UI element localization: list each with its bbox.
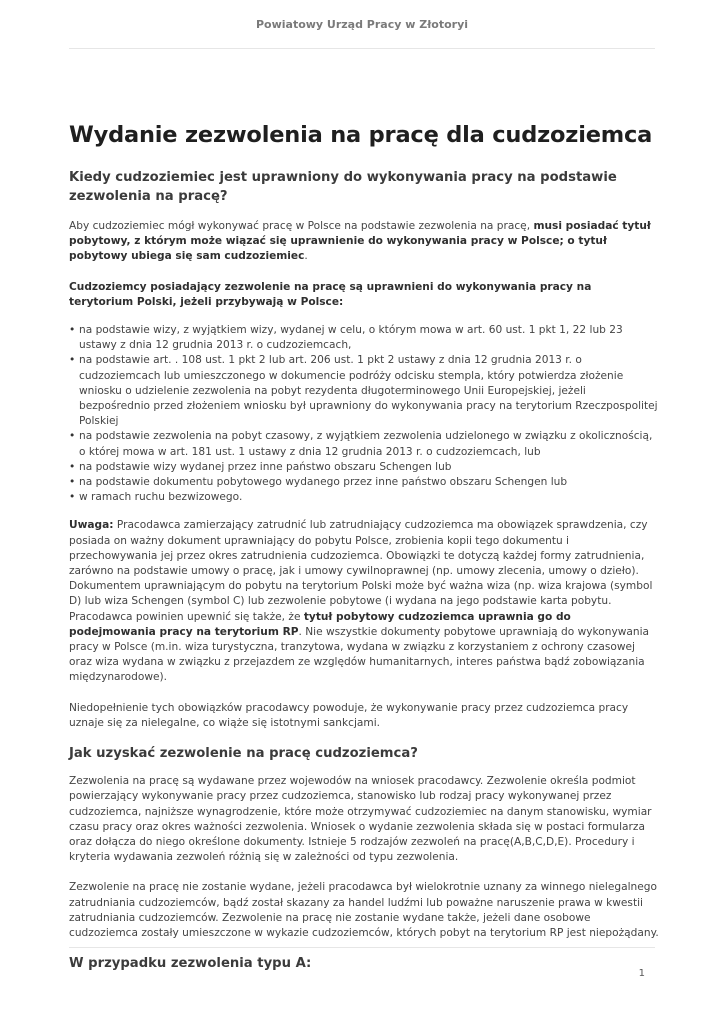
- section-heading-how-to: Jak uzyskać zezwolenie na pracę cudzoziemca?: [69, 746, 418, 762]
- procedure-paragraph: Zezwolenia na pracę są wydawane przez wojewodów na wniosek pracodawcy. Zezwolenie określa podmiot powierzający wykonywanie pracy przez cudzoziemca, stanowisko lub rodzaj pracy wykonywanej przez cudzoziemca, najniższe wynagrodzenie, które może otrzymywać cudzoziemiec na danym stanowisku, wymiar czasu pracy oraz okres ważności zezwolenia. Wniosek o wydanie zezwolenia składa się w postaci formularza oraz dołącza do niego określone dokumenty. Istnieje 5 rodzajów zezwoleń na pracę(A,B,C,D,E). Procedury i kryteria wydawania zezwoleń różnią się w zależności od typu zezwolenia.: [69, 775, 652, 864]
- section-heading-type-a: W przypadku zezwolenia typu A:: [69, 956, 312, 972]
- refusal-paragraph: Zezwolenie na pracę nie zostanie wydane, jeżeli pracodawca był wielokrotnie uznany za winnego nielegalnego zatrudniania cudzoziemców, bądź został skazany za handel ludźmi lub poważne naruszenie prawa w kwestii zatrudniania cudzoziemców. Zezwolenie na pracę nie zostanie wydane także, jeżeli dane osobowe cudzoziemca zostały umieszczone w wykazie cudzoziemców, których pobyt na terytorium RP jest niepożądany.: [69, 881, 659, 939]
- header-title: Powiatowy Urząd Pracy w Złotoryi: [255, 18, 469, 31]
- list-item: • w ramach ruchu bezwizowego.: [69, 490, 659, 505]
- page-header: [69, 16, 655, 49]
- page-title: Wydanie zezwolenia na pracę dla cudzoziemca: [69, 122, 653, 148]
- note-paragraph: Uwaga: Pracodawca zamierzający zatrudnić lub zatrudniający cudzoziemca ma obowiązek sprawdzenia, czy posiada on ważny dokument uprawniający do pobytu Polsce, zrobienia kopii tego dokumentu i przechowywania jej przez okres zatrudnienia cudzoziemca. Obowiązki te dotyczą każdej formy zatrudnienia, zarówno na podstawie umowy o pracę, jak i umowy cywilnoprawnej (np. umowy zlecenia, umowy o dzieło). Dokumentem uprawniającym do pobytu na terytorium Polski może być ważna wiza (np. wiza krajowa (symbol D) lub wiza Schengen (symbol C) lub zezwolenie pobytowe (i wydana na jego podstawie karta pobytu. Pracodawca powinien upewnić się także, że tytuł pobytowy cudzoziemca uprawnia go do podejmowania pracy na terytorium RP. Nie wszystkie dokumenty pobytowe uprawniają do wykonywania pracy w Polsce (m.in. wiza turystyczna, tranzytowa, wydana w związku z korzystaniem z ochrony czasowej oraz wiza wydana w związku z przejazdem ze względów humanitarnych, interes państwa bądź zobowiązania międzynarodowe).: [69, 519, 653, 684]
- list-item: • na podstawie zezwolenia na pobyt czasowy, z wyjątkiem zezwolenia udzielonego w związku z okolicznością, o której mowa w art. 181 ust. 1 ustawy z dnia 12 grudnia 2013 r. o cudzoziemcach, lub: [69, 429, 659, 459]
- page-footer: [69, 947, 655, 988]
- intro-paragraph: Aby cudzoziemiec mógł wykonywać pracę w Polsce na podstawie zezwolenia na pracę, musi posiadać tytuł pobytowy, z którym może wiązać się uprawnienie do wykonywania pracy w Polsce; o tytuł pobytowy ubiega się sam cudzoziemiec.: [69, 220, 651, 263]
- note-emphasis: tytuł pobytowy cudzoziemca uprawnia go do podejmowania pracy na terytorium RP: [69, 610, 571, 638]
- note-label: Uwaga:: [69, 519, 114, 532]
- list-item: • na podstawie wizy wydanej przez inne państwo obszaru Schengen lub: [69, 460, 659, 475]
- document-body: [69, 118, 659, 973]
- sanctions-paragraph: Niedopełnienie tych obowiązków pracodawcy powoduje, że wykonywanie pracy przez cudzoziemca pracy uznaje się za nielegalne, co wiąże się istotnymi sankcjami.: [69, 701, 629, 729]
- page-number: 1: [638, 968, 645, 979]
- list-item: • na podstawie wizy, z wyjątkiem wizy, wydanej w celu, o którym mowa w art. 60 ust. 1 pkt 1, 22 lub 23 ustawy z dnia 12 grudnia 2013 r. o cudzoziemcach,: [69, 323, 659, 353]
- list-item: • na podstawie dokumentu pobytowego wydanego przez inne państwo obszaru Schengen lub: [69, 475, 659, 490]
- conditions-list: [69, 323, 659, 505]
- list-item: • na podstawie art. . 108 ust. 1 pkt 2 lub art. 206 ust. 1 pkt 2 ustawy z dnia 12 grudnia 2013 r. o cudzoziemcach lub umieszczonego w dokumencie podróży odcisku stempla, który potwierdza złożenie wniosku o udzielenie zezwolenia na pobyt rezydenta długoterminowego Unii Europejskiej, jeżeli bezpośrednio przed złożeniem wniosku był uprawniony do wykonywania pracy na terytorium Rzeczpospolitej Polskiej: [69, 353, 659, 429]
- intro-emphasis: musi posiadać tytuł pobytowy, z którym może wiązać się uprawnienie do wykonywania pracy w Polsce; o tytuł pobytowy ubiega się sam cudzoziemiec: [69, 220, 651, 263]
- conditions-intro: Cudzoziemcy posiadający zezwolenie na pracę są uprawnieni do wykonywania pracy na terytorium Polski, jeżeli przybywają w Polsce:: [69, 280, 592, 308]
- section-heading-eligibility: Kiedy cudzoziemiec jest uprawniony do wykonywania pracy na podstawie zezwolenia na pracę?: [69, 170, 617, 204]
